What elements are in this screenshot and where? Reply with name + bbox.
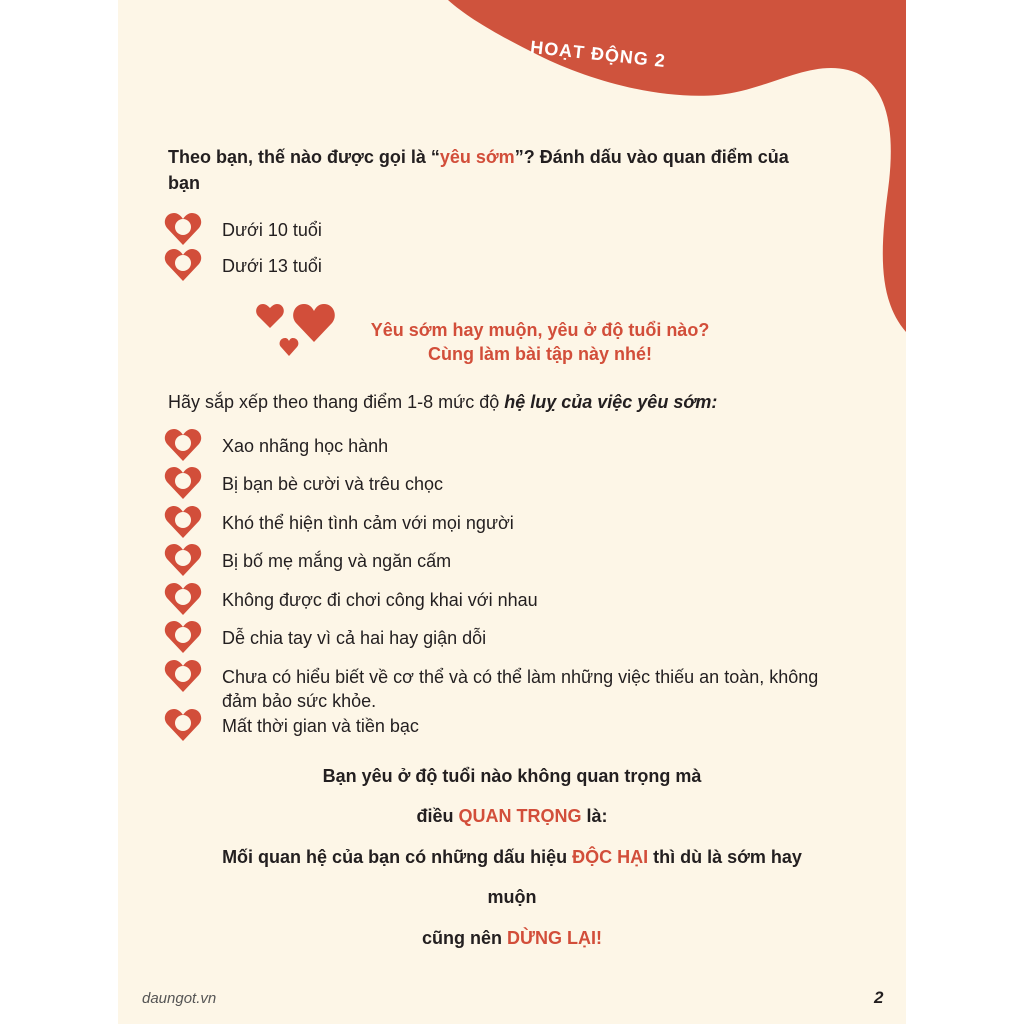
- worksheet-page: [118, 0, 906, 1024]
- consequence-label: Khó thể hiện tình cảm với mọi người: [222, 513, 514, 533]
- consequence-item[interactable]: [164, 708, 419, 742]
- heart-checkbox-icon[interactable]: [164, 708, 202, 742]
- age-option[interactable]: [164, 212, 322, 246]
- question-text: Theo bạn, thế nào được gọi là “yêu sớm”? Đánh dấu vào quan điểm của bạn: [168, 147, 789, 193]
- page-number: 2: [874, 988, 884, 1007]
- decorative-hearts-icon: [252, 292, 348, 358]
- closing-line-3: Mối quan hệ của bạn có những dấu hiệu ĐỘC HẠI thì dù là sớm hay: [222, 847, 802, 867]
- instruction-text: Hãy sắp xếp theo thang điểm 1-8 mức độ hệ luỵ của việc yêu sớm:: [168, 392, 718, 412]
- callout-text: Yêu sớm hay muộn, yêu ở độ tuổi nào? Cùng làm bài tập này nhé!: [370, 320, 710, 364]
- closing-line-5: cũng nên DỪNG LẠI!: [422, 928, 602, 948]
- heart-checkbox-icon[interactable]: [164, 620, 202, 654]
- consequence-item[interactable]: [164, 428, 388, 462]
- consequence-item[interactable]: [164, 659, 842, 715]
- question-highlight: yêu sớm: [439, 147, 515, 167]
- heart-checkbox-icon[interactable]: [164, 428, 202, 462]
- consequence-label: Không được đi chơi công khai với nhau: [222, 590, 538, 610]
- heart-checkbox-icon[interactable]: [164, 212, 202, 246]
- heart-checkbox-icon[interactable]: [164, 466, 202, 500]
- heart-checkbox-icon[interactable]: [164, 543, 202, 577]
- closing-line-4: muộn: [487, 887, 537, 907]
- heart-checkbox-icon[interactable]: [164, 505, 202, 539]
- heart-checkbox-icon[interactable]: [164, 582, 202, 616]
- footer-website: daungot.vn: [142, 990, 217, 1007]
- consequence-item[interactable]: [164, 505, 514, 539]
- consequence-item[interactable]: [164, 466, 443, 500]
- instruction-emphasis: hệ luỵ của việc yêu sớm:: [504, 392, 718, 412]
- age-option[interactable]: [164, 248, 322, 282]
- closing-line-2: điều QUAN TRỌNG là:: [416, 806, 608, 826]
- consequence-label: Xao nhãng học hành: [222, 436, 389, 456]
- consequence-label: Bị bạn bè cười và trêu chọc: [222, 474, 443, 494]
- heart-checkbox-icon[interactable]: [164, 659, 202, 693]
- heart-checkbox-icon[interactable]: [164, 248, 202, 282]
- consequence-label: Dễ chia tay vì cả hai hay giận dỗi: [222, 628, 487, 648]
- age-option-label: Dưới 13 tuổi: [222, 256, 322, 276]
- consequence-item[interactable]: [164, 620, 486, 654]
- consequence-item[interactable]: [164, 543, 451, 577]
- activity-title: HOẠT ĐỘNG 2: [529, 36, 667, 72]
- consequence-label: Chưa có hiểu biết về cơ thể và có thể làm những việc thiếu an toàn, không đảm bảo sức khỏe.: [222, 667, 819, 711]
- consequence-item[interactable]: [164, 582, 538, 616]
- age-option-label: Dưới 10 tuổi: [222, 220, 322, 240]
- consequence-label: Mất thời gian và tiền bạc: [222, 716, 419, 736]
- consequence-label: Bị bố mẹ mắng và ngăn cấm: [222, 551, 452, 571]
- closing-line-1: Bạn yêu ở độ tuổi nào không quan trọng mà: [322, 766, 702, 786]
